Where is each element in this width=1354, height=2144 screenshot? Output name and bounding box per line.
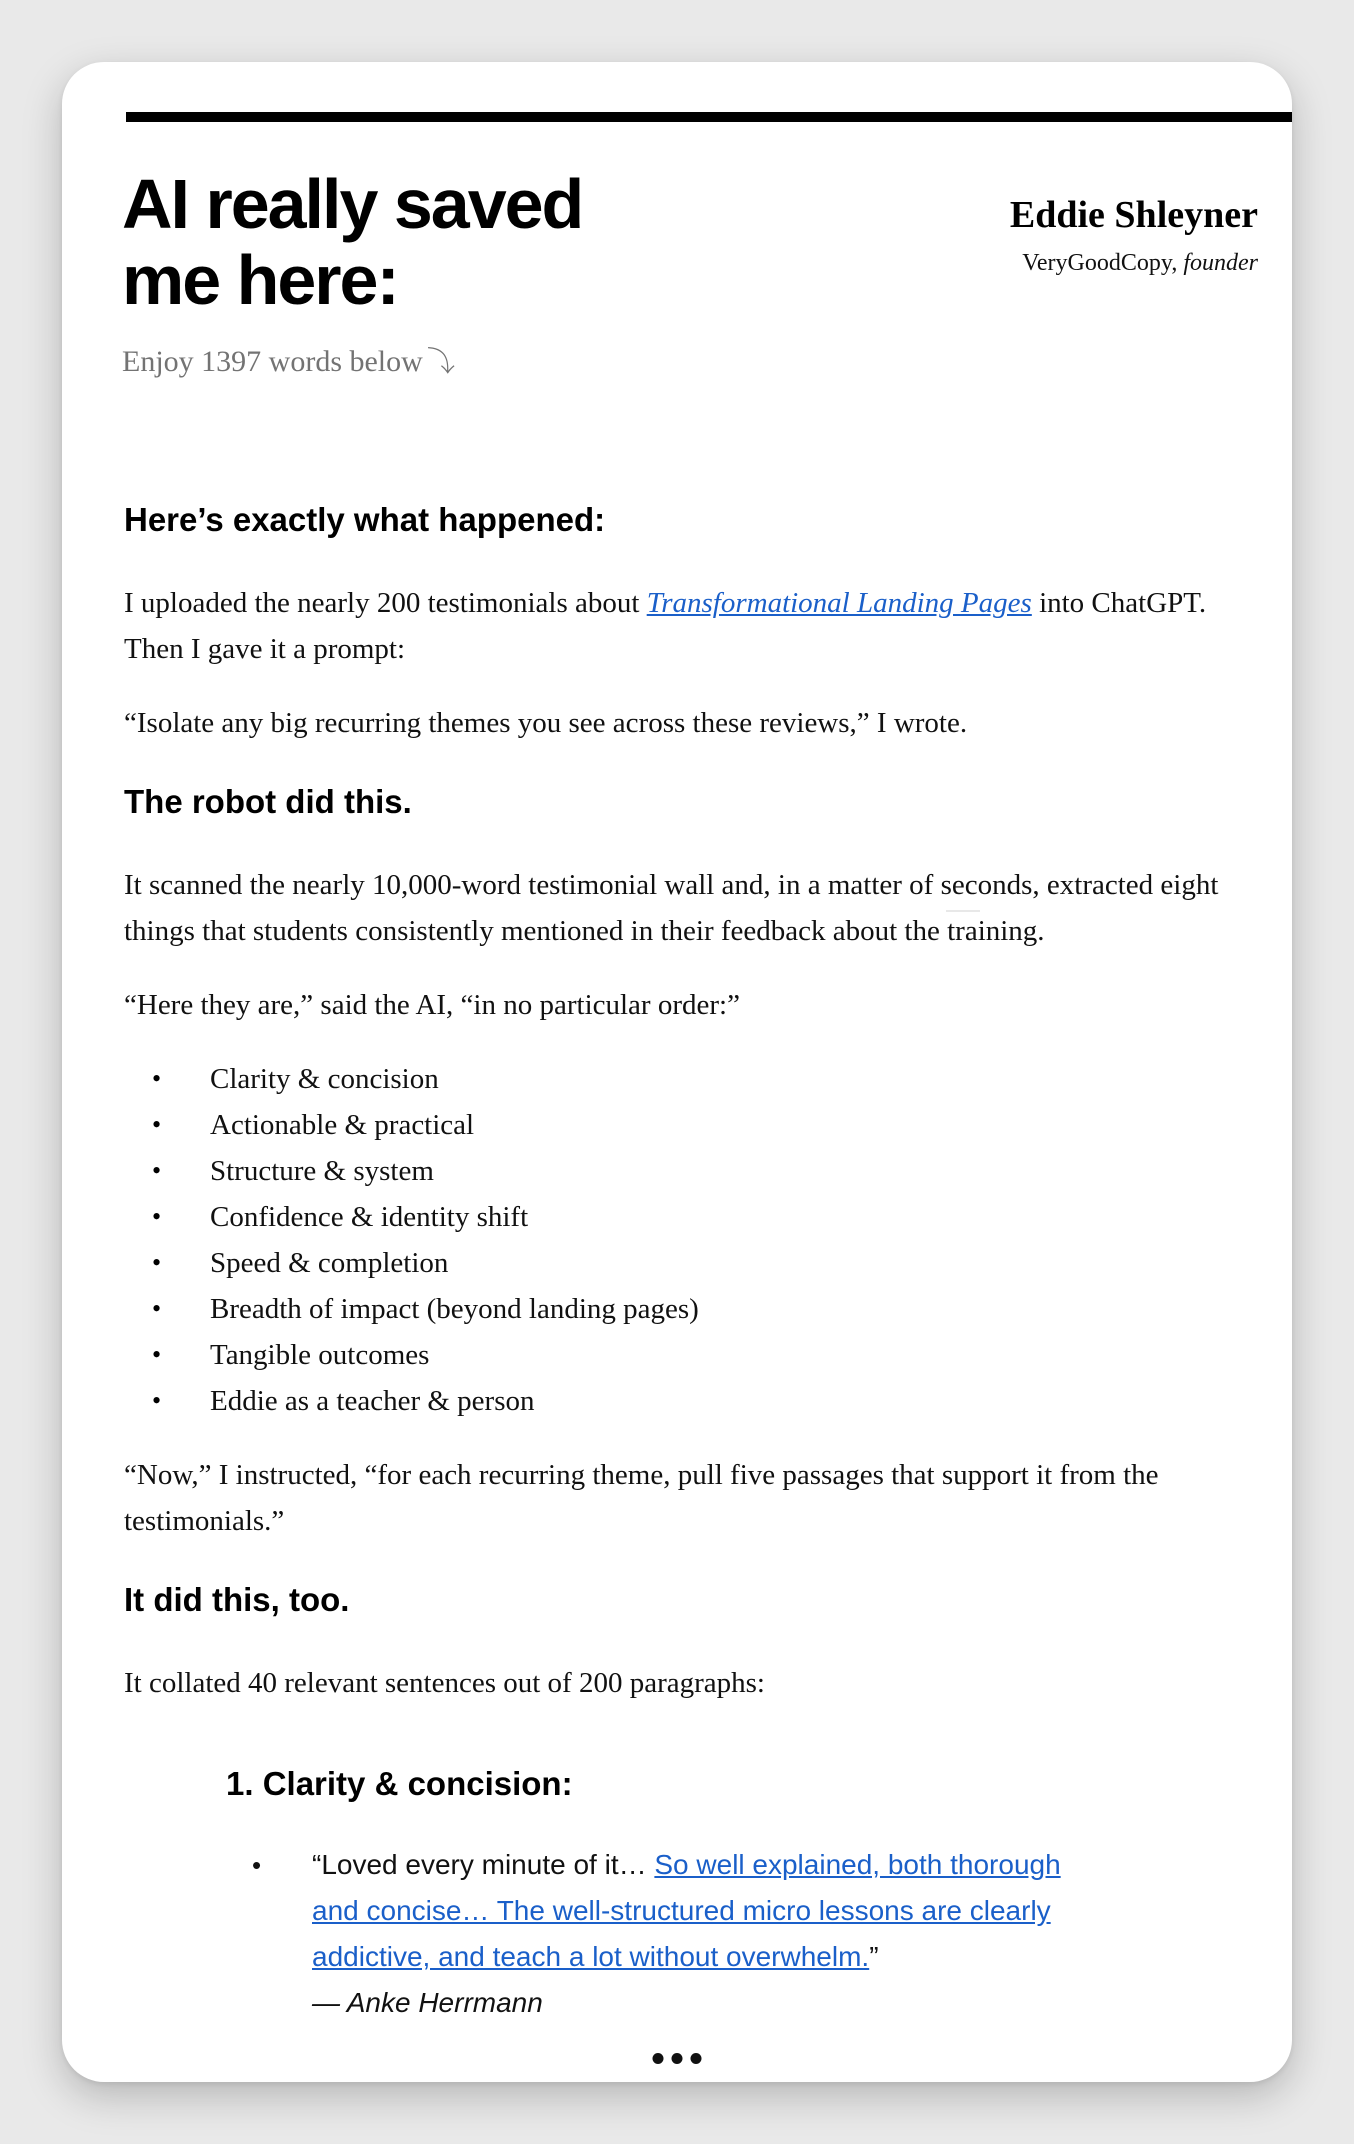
section-heading-did-this-too: It did this, too. [124, 1581, 350, 1618]
paragraph-prompt: “Isolate any big recurring themes you see across these reviews,” I wrote. [124, 707, 968, 739]
page-title [122, 166, 742, 318]
link-transformational-landing-pages[interactable]: Transformational Landing Pages [646, 587, 1032, 619]
paragraph-upload [124, 580, 1254, 672]
list-item-text: Speed & completion [210, 1247, 449, 1279]
list-item [124, 1332, 1254, 1378]
list-item-text: Structure & system [210, 1155, 434, 1187]
list-item [124, 1378, 1254, 1424]
arrow-down-right-icon: ⤵ [426, 345, 455, 378]
author-role [1010, 250, 1258, 277]
quote-attribution: — Anke Herrmann [312, 1987, 543, 2018]
list-item [124, 1148, 1254, 1194]
author-name: Eddie Shleyner [1009, 194, 1258, 236]
bullet-icon: • [152, 1110, 162, 1139]
list-item [124, 1056, 1254, 1102]
author-block [1010, 192, 1258, 277]
paragraph-scanned: It scanned the nearly 10,000-word testimonial wall and, in a matter of seconds, extracted eight things that students consistently mentioned in their feedback about the training. [124, 869, 1219, 947]
subtitle-text: Enjoy 1397 words below [122, 345, 423, 378]
testimonial-quote [226, 1842, 1072, 2026]
paragraph-instructed: “Now,” I instructed, “for each recurring theme, pull five passages that support it from the testimonials.” [124, 1459, 1159, 1537]
word-count-subtitle [122, 340, 455, 380]
subheading-clarity: 1. Clarity & concision: [226, 1765, 573, 1802]
bullet-icon: • [152, 1248, 162, 1277]
list-item-text: Confidence & identity shift [210, 1201, 529, 1233]
list-item-text: Tangible outcomes [210, 1339, 430, 1371]
title-line-2: me here: [122, 241, 398, 319]
post-card [62, 62, 1292, 2082]
quote-link[interactable]: So well explained, both thorough and concise… The well-structured micro lessons are clearly addictive, and teach a lot without overwhelm. [312, 1849, 1061, 1972]
themes-list [124, 1056, 1254, 1424]
bullet-icon: • [152, 1064, 162, 1093]
paragraph-text: I uploaded the nearly 200 testimonials about [124, 587, 647, 619]
more-options-icon[interactable] [653, 2053, 702, 2064]
title-line-1: AI really saved [122, 165, 583, 243]
bullet-icon: • [152, 1340, 162, 1369]
list-item-text: Breadth of impact (beyond landing pages) [210, 1293, 699, 1325]
dot [691, 2053, 702, 2064]
paragraph-text: into ChatGPT. Then I gave it a prompt: [124, 587, 1207, 665]
top-rule [126, 112, 1292, 122]
bullet-icon: • [152, 1156, 162, 1185]
clarity-section [226, 1762, 1254, 2026]
list-item-text: Clarity & concision [210, 1063, 439, 1095]
list-item [124, 1194, 1254, 1240]
bullet-icon: • [152, 1294, 162, 1323]
dot [672, 2053, 683, 2064]
bullet-icon: • [152, 1202, 162, 1231]
list-item [124, 1102, 1254, 1148]
author-company: VeryGoodCopy, [1022, 250, 1178, 276]
list-item [124, 1286, 1254, 1332]
author-title: founder [1183, 250, 1258, 276]
paragraph-here-they-are: “Here they are,” said the AI, “in no particular order:” [124, 989, 740, 1021]
section-heading-robot: The robot did this. [124, 783, 412, 820]
dot [653, 2053, 664, 2064]
bullet-icon: • [252, 1850, 262, 1880]
bullet-icon: • [152, 1386, 162, 1415]
section-heading-what-happened: Here’s exactly what happened: [124, 501, 606, 538]
list-item-text: Eddie as a teacher & person [210, 1385, 535, 1417]
quote-text: “Loved every minute of it… [312, 1849, 655, 1880]
list-item [124, 1240, 1254, 1286]
quote-close: ” [869, 1941, 879, 1972]
paragraph-collated: It collated 40 relevant sentences out of 200 paragraphs: [124, 1667, 765, 1699]
list-item-text: Actionable & practical [210, 1109, 475, 1141]
article-body [124, 498, 1254, 2026]
